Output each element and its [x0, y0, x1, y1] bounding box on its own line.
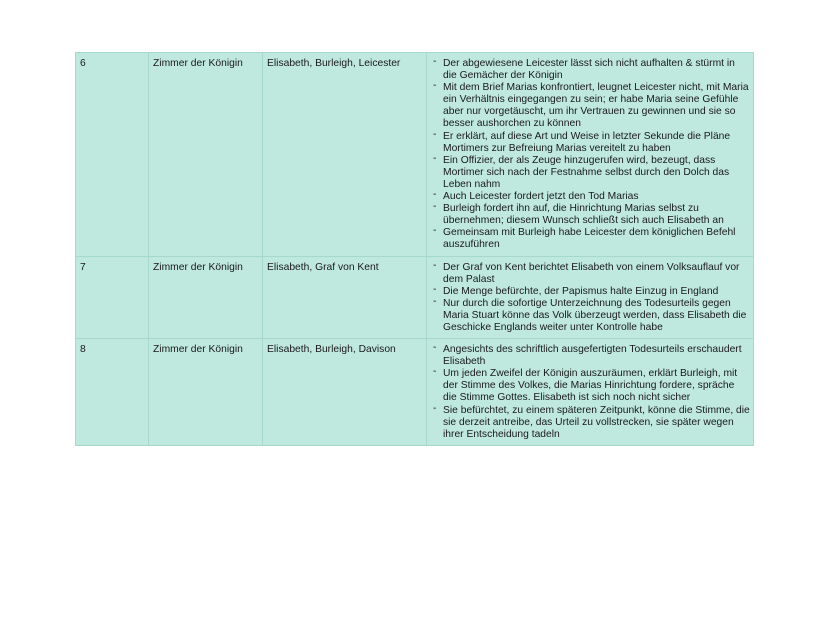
list-item-text: Der abgewiesene Leicester lässt sich nicht aufhalten & stürmt in die Gemächer der Königin — [443, 58, 735, 82]
scene-characters: Elisabeth, Burleigh, Davison — [263, 339, 427, 446]
scene-content — [427, 53, 754, 257]
bullet-dash: - — [433, 80, 437, 92]
list-item-text: Burleigh fordert ihn auf, die Hinrichtung Marias selbst zu übernehmen; diesem Wunsch schließt sich auch Elisabeth an — [443, 203, 724, 227]
bullet-dash: - — [433, 56, 437, 67]
scene-characters: Elisabeth, Burleigh, Leicester — [263, 53, 427, 257]
list-item-text: Mit dem Brief Marias konfrontiert, leugnet Leicester nicht, mit Maria ein Verhältnis eingegangen zu sein; er habe Maria seine Gefühle aber nur vorgetäuscht, um ihr Vertrauen zu gewinnen und sie so besser aushorchen zu können — [443, 82, 749, 130]
list-item — [430, 259, 750, 286]
event-list — [430, 58, 750, 252]
list-item — [430, 368, 750, 404]
scene-location: Zimmer der Königin — [149, 256, 263, 339]
bullet-dash: - — [433, 283, 437, 295]
list-item — [430, 227, 750, 251]
event-list — [430, 259, 750, 335]
scene-content — [427, 256, 754, 339]
bullet-dash: - — [433, 128, 437, 140]
bullet-dash: - — [433, 402, 437, 414]
list-item-text: Auch Leicester fordert jetzt den Tod Marias — [443, 191, 639, 203]
list-item — [430, 128, 750, 155]
event-list — [430, 344, 750, 441]
bullet-dash: - — [433, 225, 437, 237]
list-item-text: Der Graf von Kent berichtet Elisabeth von einem Volksauflauf vor dem Palast — [443, 261, 740, 285]
list-item — [430, 203, 750, 227]
list-item — [430, 295, 750, 334]
list-item — [430, 82, 750, 130]
scene-content — [427, 339, 754, 446]
bullet-dash: - — [433, 342, 437, 354]
list-item-text: Um jeden Zweifel der Königin auszuräumen, erklärt Burleigh, mit der Stimme des Volkes, die Marias Hinrichtung fordere, spräche die Stimme Gottes. Elisabeth ist sich noch nicht sicher — [443, 368, 738, 404]
table-row — [76, 339, 754, 446]
list-item-text: Sie befürchtet, zu einem späteren Zeitpunkt, könne die Stimme, die sie derzeit antreibe, das Urteil zu vollstrecken, sie später wegen ihrer Entscheidung tadeln — [443, 404, 750, 440]
scene-characters: Elisabeth, Graf von Kent — [263, 256, 427, 339]
scene-number: 6 — [76, 53, 149, 257]
bullet-dash: - — [433, 201, 437, 213]
list-item-text: Ein Offizier, der als Zeuge hinzugerufen wird, bezeugt, dass Mortimer sich nach der Festnahme selbst durch den Dolch das Leben nahm — [443, 154, 730, 190]
scene-number: 8 — [76, 339, 149, 446]
list-item-text: Nur durch die sofortige Unterzeichnung des Todesurteils gegen Maria Stuart könne das Volk überzeugt werden, dass Elisabeth die Geschicke Englands weiter unter Kontrolle habe — [443, 297, 747, 333]
list-item — [430, 283, 750, 298]
scene-location: Zimmer der Königin — [149, 339, 263, 446]
scene-location: Zimmer der Königin — [149, 53, 263, 257]
list-item — [430, 402, 750, 441]
list-item — [430, 58, 750, 82]
scene-number: 7 — [76, 256, 149, 339]
list-item-text: Angesichts des schriftlich ausgefertigten Todesurteils erschaudert Elisabeth — [443, 344, 742, 368]
table-row — [76, 256, 754, 339]
scene-table — [75, 52, 754, 446]
list-item — [430, 191, 750, 203]
bullet-dash: - — [433, 152, 437, 164]
bullet-dash: - — [433, 259, 437, 271]
bullet-dash: - — [433, 295, 437, 307]
list-item-text: Die Menge befürchte, der Papismus halte Einzug in England — [443, 285, 719, 297]
table-row — [76, 53, 754, 257]
bullet-dash: - — [433, 189, 437, 201]
list-item — [430, 152, 750, 191]
list-item-text: Er erklärt, auf diese Art und Weise in letzter Sekunde die Pläne Mortimers zur Befreiung Marias vereitelt zu haben — [443, 130, 731, 154]
list-item-text: Gemeinsam mit Burleigh habe Leicester dem königlichen Befehl auszuführen — [443, 227, 736, 251]
list-item — [430, 344, 750, 368]
bullet-dash: - — [433, 366, 437, 378]
